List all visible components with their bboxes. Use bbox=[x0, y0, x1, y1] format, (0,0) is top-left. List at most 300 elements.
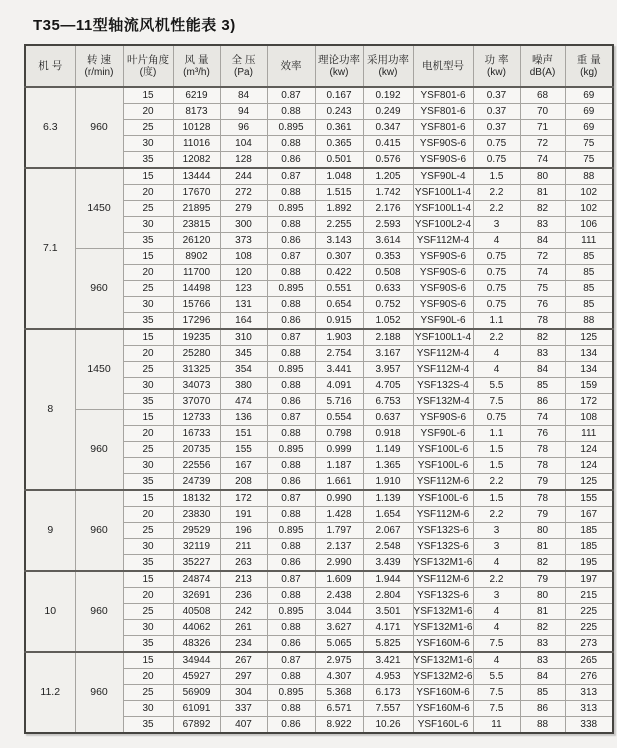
data-cell: YSF100L2-4 bbox=[413, 217, 473, 233]
data-cell: 0.88 bbox=[267, 426, 315, 442]
data-cell: 213 bbox=[220, 571, 267, 588]
data-cell: 20 bbox=[123, 104, 173, 120]
data-cell: 8902 bbox=[173, 249, 220, 265]
rpm-cell: 960 bbox=[75, 652, 123, 733]
data-cell: 15766 bbox=[173, 297, 220, 313]
data-cell: 0.86 bbox=[267, 313, 315, 330]
data-cell: YSF112M-6 bbox=[413, 474, 473, 491]
data-cell: 30 bbox=[123, 297, 173, 313]
data-cell: 3.044 bbox=[315, 604, 363, 620]
data-cell: 70 bbox=[520, 104, 565, 120]
data-cell: 0.75 bbox=[473, 249, 520, 265]
data-cell: 191 bbox=[220, 507, 267, 523]
data-cell: 94 bbox=[220, 104, 267, 120]
data-cell: 276 bbox=[565, 669, 613, 685]
data-cell: 61091 bbox=[173, 701, 220, 717]
data-cell: 0.37 bbox=[473, 120, 520, 136]
data-cell: 20735 bbox=[173, 442, 220, 458]
data-cell: 373 bbox=[220, 233, 267, 249]
table-header bbox=[25, 45, 613, 87]
data-cell: 7.5 bbox=[473, 636, 520, 653]
data-cell: 25 bbox=[123, 281, 173, 297]
data-cell: 1.149 bbox=[363, 442, 413, 458]
data-cell: 25 bbox=[123, 685, 173, 701]
data-cell: 35 bbox=[123, 152, 173, 169]
data-cell: 72 bbox=[520, 136, 565, 152]
table-row bbox=[25, 571, 613, 588]
data-cell: 3.957 bbox=[363, 362, 413, 378]
data-cell: YSF100L1-4 bbox=[413, 201, 473, 217]
data-cell: 2.2 bbox=[473, 185, 520, 201]
table-row bbox=[25, 168, 613, 185]
data-cell: 44062 bbox=[173, 620, 220, 636]
data-cell: 48326 bbox=[173, 636, 220, 653]
data-cell: 4.091 bbox=[315, 378, 363, 394]
data-cell: YSF90S-6 bbox=[413, 249, 473, 265]
data-cell: 30 bbox=[123, 458, 173, 474]
data-cell: 32691 bbox=[173, 588, 220, 604]
data-cell: 474 bbox=[220, 394, 267, 410]
data-cell: 31325 bbox=[173, 362, 220, 378]
data-cell: 74 bbox=[520, 265, 565, 281]
data-cell: 4 bbox=[473, 346, 520, 362]
data-cell: 0.75 bbox=[473, 265, 520, 281]
data-cell: 407 bbox=[220, 717, 267, 734]
data-cell: 0.88 bbox=[267, 588, 315, 604]
data-cell: YSF90L-6 bbox=[413, 313, 473, 330]
data-cell: 313 bbox=[565, 685, 613, 701]
data-cell: 83 bbox=[520, 346, 565, 362]
data-cell: 0.895 bbox=[267, 201, 315, 217]
data-cell: 68 bbox=[520, 87, 565, 104]
data-cell: 5.065 bbox=[315, 636, 363, 653]
data-cell: 40508 bbox=[173, 604, 220, 620]
data-cell: 0.365 bbox=[315, 136, 363, 152]
data-cell: 2.255 bbox=[315, 217, 363, 233]
data-cell: 3.501 bbox=[363, 604, 413, 620]
data-cell: 69 bbox=[565, 104, 613, 120]
data-cell: 0.88 bbox=[267, 217, 315, 233]
data-cell: YSF90S-6 bbox=[413, 410, 473, 426]
data-cell: 310 bbox=[220, 329, 267, 346]
data-cell: 0.999 bbox=[315, 442, 363, 458]
data-cell: 3 bbox=[473, 523, 520, 539]
data-cell: 0.637 bbox=[363, 410, 413, 426]
data-cell: 125 bbox=[565, 474, 613, 491]
data-cell: 15 bbox=[123, 410, 173, 426]
data-cell: 0.86 bbox=[267, 233, 315, 249]
data-cell: 0.88 bbox=[267, 136, 315, 152]
data-cell: 1.5 bbox=[473, 490, 520, 507]
data-cell: 380 bbox=[220, 378, 267, 394]
rpm-cell: 1450 bbox=[75, 329, 123, 410]
column-header: 噪声 dB(A) bbox=[520, 45, 565, 87]
data-cell: 23830 bbox=[173, 507, 220, 523]
data-cell: 85 bbox=[565, 297, 613, 313]
data-cell: 24874 bbox=[173, 571, 220, 588]
data-cell: 69 bbox=[565, 87, 613, 104]
data-cell: 81 bbox=[520, 185, 565, 201]
data-cell: 1.428 bbox=[315, 507, 363, 523]
data-cell: 20 bbox=[123, 507, 173, 523]
data-cell: 234 bbox=[220, 636, 267, 653]
data-cell: 159 bbox=[565, 378, 613, 394]
data-cell: YSF132M-4 bbox=[413, 394, 473, 410]
data-cell: 5.5 bbox=[473, 378, 520, 394]
data-cell: 155 bbox=[220, 442, 267, 458]
data-cell: 25 bbox=[123, 523, 173, 539]
data-cell: 10128 bbox=[173, 120, 220, 136]
data-cell: 0.75 bbox=[473, 281, 520, 297]
data-cell: 0.87 bbox=[267, 652, 315, 669]
data-cell: 86 bbox=[520, 701, 565, 717]
data-cell: 75 bbox=[565, 152, 613, 169]
data-cell: 83 bbox=[520, 217, 565, 233]
data-cell: 2.754 bbox=[315, 346, 363, 362]
data-cell: 75 bbox=[565, 136, 613, 152]
data-cell: 172 bbox=[220, 490, 267, 507]
data-cell: YSF132S-6 bbox=[413, 523, 473, 539]
data-cell: YSF100L-6 bbox=[413, 442, 473, 458]
data-cell: 30 bbox=[123, 620, 173, 636]
table-row bbox=[25, 652, 613, 669]
data-cell: 300 bbox=[220, 217, 267, 233]
data-cell: 123 bbox=[220, 281, 267, 297]
data-cell: 0.895 bbox=[267, 281, 315, 297]
data-cell: 0.501 bbox=[315, 152, 363, 169]
data-cell: 0.554 bbox=[315, 410, 363, 426]
data-cell: 0.895 bbox=[267, 523, 315, 539]
data-cell: 7.5 bbox=[473, 394, 520, 410]
data-cell: 35 bbox=[123, 474, 173, 491]
data-cell: 0.167 bbox=[315, 87, 363, 104]
data-cell: 1.5 bbox=[473, 442, 520, 458]
data-cell: 82 bbox=[520, 620, 565, 636]
data-cell: 1.910 bbox=[363, 474, 413, 491]
data-cell: 15 bbox=[123, 652, 173, 669]
data-cell: 8.922 bbox=[315, 717, 363, 734]
column-header: 转 速 (r/min) bbox=[75, 45, 123, 87]
data-cell: 131 bbox=[220, 297, 267, 313]
data-cell: 102 bbox=[565, 201, 613, 217]
data-cell: 67892 bbox=[173, 717, 220, 734]
data-cell: YSF100L-6 bbox=[413, 490, 473, 507]
data-cell: 155 bbox=[565, 490, 613, 507]
data-cell: 151 bbox=[220, 426, 267, 442]
data-cell: 1.187 bbox=[315, 458, 363, 474]
table-row bbox=[25, 490, 613, 507]
data-cell: 2.548 bbox=[363, 539, 413, 555]
data-cell: YSF132M2-6 bbox=[413, 669, 473, 685]
data-cell: 265 bbox=[565, 652, 613, 669]
data-cell: YSF160M-6 bbox=[413, 636, 473, 653]
data-cell: 1.892 bbox=[315, 201, 363, 217]
data-cell: YSF132M1-6 bbox=[413, 652, 473, 669]
data-cell: 345 bbox=[220, 346, 267, 362]
column-header: 理论功率 (kw) bbox=[315, 45, 363, 87]
data-cell: 1.052 bbox=[363, 313, 413, 330]
data-cell: 267 bbox=[220, 652, 267, 669]
data-cell: 2.176 bbox=[363, 201, 413, 217]
data-cell: 23815 bbox=[173, 217, 220, 233]
data-cell: 0.422 bbox=[315, 265, 363, 281]
data-cell: 0.895 bbox=[267, 442, 315, 458]
data-cell: 88 bbox=[565, 313, 613, 330]
data-cell: 0.86 bbox=[267, 394, 315, 410]
data-cell: 3.421 bbox=[363, 652, 413, 669]
data-cell: 81 bbox=[520, 604, 565, 620]
data-cell: 7.557 bbox=[363, 701, 413, 717]
column-header: 风 量 (m³/h) bbox=[173, 45, 220, 87]
data-cell: 1.1 bbox=[473, 313, 520, 330]
data-cell: 85 bbox=[520, 685, 565, 701]
data-cell: YSF100L1-4 bbox=[413, 329, 473, 346]
data-cell: 2.067 bbox=[363, 523, 413, 539]
data-cell: 74 bbox=[520, 410, 565, 426]
data-cell: 215 bbox=[565, 588, 613, 604]
fan-size-cell: 8 bbox=[25, 329, 75, 490]
rpm-cell: 960 bbox=[75, 571, 123, 652]
data-cell: 0.75 bbox=[473, 136, 520, 152]
data-cell: 71 bbox=[520, 120, 565, 136]
data-cell: 14498 bbox=[173, 281, 220, 297]
data-cell: 120 bbox=[220, 265, 267, 281]
data-cell: 4 bbox=[473, 604, 520, 620]
data-cell: 4.171 bbox=[363, 620, 413, 636]
data-cell: 6.173 bbox=[363, 685, 413, 701]
data-cell: 1.205 bbox=[363, 168, 413, 185]
data-cell: 0.87 bbox=[267, 410, 315, 426]
data-cell: 82 bbox=[520, 201, 565, 217]
data-cell: 108 bbox=[220, 249, 267, 265]
data-cell: 25 bbox=[123, 604, 173, 620]
data-cell: 11 bbox=[473, 717, 520, 734]
data-cell: 3.167 bbox=[363, 346, 413, 362]
data-cell: 10.26 bbox=[363, 717, 413, 734]
data-cell: 0.88 bbox=[267, 669, 315, 685]
data-cell: 20 bbox=[123, 669, 173, 685]
data-cell: 29529 bbox=[173, 523, 220, 539]
data-cell: 85 bbox=[565, 249, 613, 265]
data-cell: 0.88 bbox=[267, 346, 315, 362]
data-cell: 0.508 bbox=[363, 265, 413, 281]
data-cell: YSF112M-4 bbox=[413, 346, 473, 362]
data-cell: YSF90L-4 bbox=[413, 168, 473, 185]
data-cell: 25 bbox=[123, 362, 173, 378]
data-cell: 0.37 bbox=[473, 104, 520, 120]
data-cell: 1.661 bbox=[315, 474, 363, 491]
table-row bbox=[25, 329, 613, 346]
rpm-cell: 960 bbox=[75, 490, 123, 571]
data-cell: 96 bbox=[220, 120, 267, 136]
data-cell: 88 bbox=[520, 717, 565, 734]
data-cell: 0.86 bbox=[267, 555, 315, 572]
data-cell: 0.895 bbox=[267, 604, 315, 620]
data-cell: 272 bbox=[220, 185, 267, 201]
data-cell: 12733 bbox=[173, 410, 220, 426]
data-cell: 0.88 bbox=[267, 265, 315, 281]
data-cell: 25 bbox=[123, 120, 173, 136]
data-cell: 5.368 bbox=[315, 685, 363, 701]
data-cell: 17670 bbox=[173, 185, 220, 201]
data-cell: 7.5 bbox=[473, 701, 520, 717]
data-cell: 111 bbox=[565, 233, 613, 249]
data-cell: 0.88 bbox=[267, 185, 315, 201]
data-cell: YSF100L-6 bbox=[413, 458, 473, 474]
data-cell: 4 bbox=[473, 652, 520, 669]
data-cell: 0.88 bbox=[267, 458, 315, 474]
data-cell: 1.903 bbox=[315, 329, 363, 346]
data-cell: 337 bbox=[220, 701, 267, 717]
data-cell: 80 bbox=[520, 588, 565, 604]
data-cell: 134 bbox=[565, 362, 613, 378]
data-cell: 125 bbox=[565, 329, 613, 346]
data-cell: YSF801-6 bbox=[413, 120, 473, 136]
data-cell: 236 bbox=[220, 588, 267, 604]
data-cell: 78 bbox=[520, 490, 565, 507]
data-cell: 35 bbox=[123, 636, 173, 653]
data-cell: 244 bbox=[220, 168, 267, 185]
data-cell: 4 bbox=[473, 233, 520, 249]
data-cell: 1.5 bbox=[473, 168, 520, 185]
data-cell: 3.143 bbox=[315, 233, 363, 249]
table-row bbox=[25, 410, 613, 426]
data-cell: 85 bbox=[565, 265, 613, 281]
data-cell: 3 bbox=[473, 217, 520, 233]
data-cell: 0.88 bbox=[267, 104, 315, 120]
data-cell: 0.75 bbox=[473, 152, 520, 169]
header-row bbox=[25, 45, 613, 87]
data-cell: 20 bbox=[123, 185, 173, 201]
data-cell: YSF160L-6 bbox=[413, 717, 473, 734]
data-cell: 0.87 bbox=[267, 249, 315, 265]
data-cell: 242 bbox=[220, 604, 267, 620]
data-cell: 4.307 bbox=[315, 669, 363, 685]
data-cell: 25 bbox=[123, 201, 173, 217]
data-cell: 21895 bbox=[173, 201, 220, 217]
data-cell: 35 bbox=[123, 313, 173, 330]
data-cell: 18132 bbox=[173, 490, 220, 507]
data-cell: 4.953 bbox=[363, 669, 413, 685]
column-header: 电机型号 bbox=[413, 45, 473, 87]
data-cell: 26120 bbox=[173, 233, 220, 249]
data-cell: 0.88 bbox=[267, 297, 315, 313]
data-cell: 2.137 bbox=[315, 539, 363, 555]
data-cell: 20 bbox=[123, 346, 173, 362]
data-cell: 5.825 bbox=[363, 636, 413, 653]
data-cell: YSF132M1-6 bbox=[413, 555, 473, 572]
data-cell: 15 bbox=[123, 329, 173, 346]
data-cell: 12082 bbox=[173, 152, 220, 169]
data-cell: 45927 bbox=[173, 669, 220, 685]
data-cell: 0.895 bbox=[267, 120, 315, 136]
page-title: T35—11型轴流风机性能表 3) bbox=[33, 17, 236, 34]
data-cell: 124 bbox=[565, 442, 613, 458]
data-cell: 0.88 bbox=[267, 701, 315, 717]
data-cell: 3.627 bbox=[315, 620, 363, 636]
data-cell: 83 bbox=[520, 652, 565, 669]
data-cell: 1.515 bbox=[315, 185, 363, 201]
data-cell: 34073 bbox=[173, 378, 220, 394]
column-header: 叶片角度 (度) bbox=[123, 45, 173, 87]
data-cell: 124 bbox=[565, 458, 613, 474]
data-cell: 2.2 bbox=[473, 329, 520, 346]
data-cell: 85 bbox=[565, 281, 613, 297]
data-cell: 313 bbox=[565, 701, 613, 717]
data-cell: 279 bbox=[220, 201, 267, 217]
data-cell: 16733 bbox=[173, 426, 220, 442]
data-cell: 4 bbox=[473, 620, 520, 636]
data-cell: 1.797 bbox=[315, 523, 363, 539]
column-header: 效率 bbox=[267, 45, 315, 87]
data-cell: YSF801-6 bbox=[413, 104, 473, 120]
data-cell: 0.75 bbox=[473, 297, 520, 313]
data-cell: 8173 bbox=[173, 104, 220, 120]
data-cell: 0.87 bbox=[267, 490, 315, 507]
data-cell: YSF112M-4 bbox=[413, 233, 473, 249]
data-cell: 74 bbox=[520, 152, 565, 169]
data-cell: 3.614 bbox=[363, 233, 413, 249]
data-cell: 82 bbox=[520, 329, 565, 346]
data-cell: 72 bbox=[520, 249, 565, 265]
data-cell: 30 bbox=[123, 217, 173, 233]
data-cell: 0.347 bbox=[363, 120, 413, 136]
data-cell: 86 bbox=[520, 394, 565, 410]
data-cell: 1.654 bbox=[363, 507, 413, 523]
data-cell: 20 bbox=[123, 426, 173, 442]
data-cell: 1.1 bbox=[473, 426, 520, 442]
data-cell: 167 bbox=[220, 458, 267, 474]
data-cell: 2.593 bbox=[363, 217, 413, 233]
data-cell: 1.048 bbox=[315, 168, 363, 185]
data-cell: 106 bbox=[565, 217, 613, 233]
data-cell: 2.2 bbox=[473, 507, 520, 523]
data-cell: 34944 bbox=[173, 652, 220, 669]
data-cell: 273 bbox=[565, 636, 613, 653]
data-cell: 30 bbox=[123, 701, 173, 717]
data-cell: 2.2 bbox=[473, 571, 520, 588]
data-cell: 11016 bbox=[173, 136, 220, 152]
data-cell: 88 bbox=[565, 168, 613, 185]
data-cell: 15 bbox=[123, 249, 173, 265]
data-cell: 75 bbox=[520, 281, 565, 297]
data-cell: 79 bbox=[520, 474, 565, 491]
data-cell: 338 bbox=[565, 717, 613, 734]
data-cell: 0.87 bbox=[267, 168, 315, 185]
data-cell: 0.576 bbox=[363, 152, 413, 169]
data-cell: 2.188 bbox=[363, 329, 413, 346]
data-cell: 22556 bbox=[173, 458, 220, 474]
rpm-cell: 1450 bbox=[75, 168, 123, 249]
data-cell: 0.86 bbox=[267, 152, 315, 169]
data-cell: 0.88 bbox=[267, 378, 315, 394]
data-cell: 0.249 bbox=[363, 104, 413, 120]
data-cell: 108 bbox=[565, 410, 613, 426]
data-cell: 25 bbox=[123, 442, 173, 458]
data-cell: 111 bbox=[565, 426, 613, 442]
data-cell: 1.609 bbox=[315, 571, 363, 588]
rpm-cell: 960 bbox=[75, 249, 123, 330]
data-cell: 0.87 bbox=[267, 87, 315, 104]
table-row bbox=[25, 249, 613, 265]
data-cell: 30 bbox=[123, 539, 173, 555]
data-cell: 0.87 bbox=[267, 571, 315, 588]
data-cell: 84 bbox=[220, 87, 267, 104]
data-cell: YSF132M1-6 bbox=[413, 620, 473, 636]
data-cell: 80 bbox=[520, 523, 565, 539]
data-cell: 304 bbox=[220, 685, 267, 701]
data-cell: 211 bbox=[220, 539, 267, 555]
